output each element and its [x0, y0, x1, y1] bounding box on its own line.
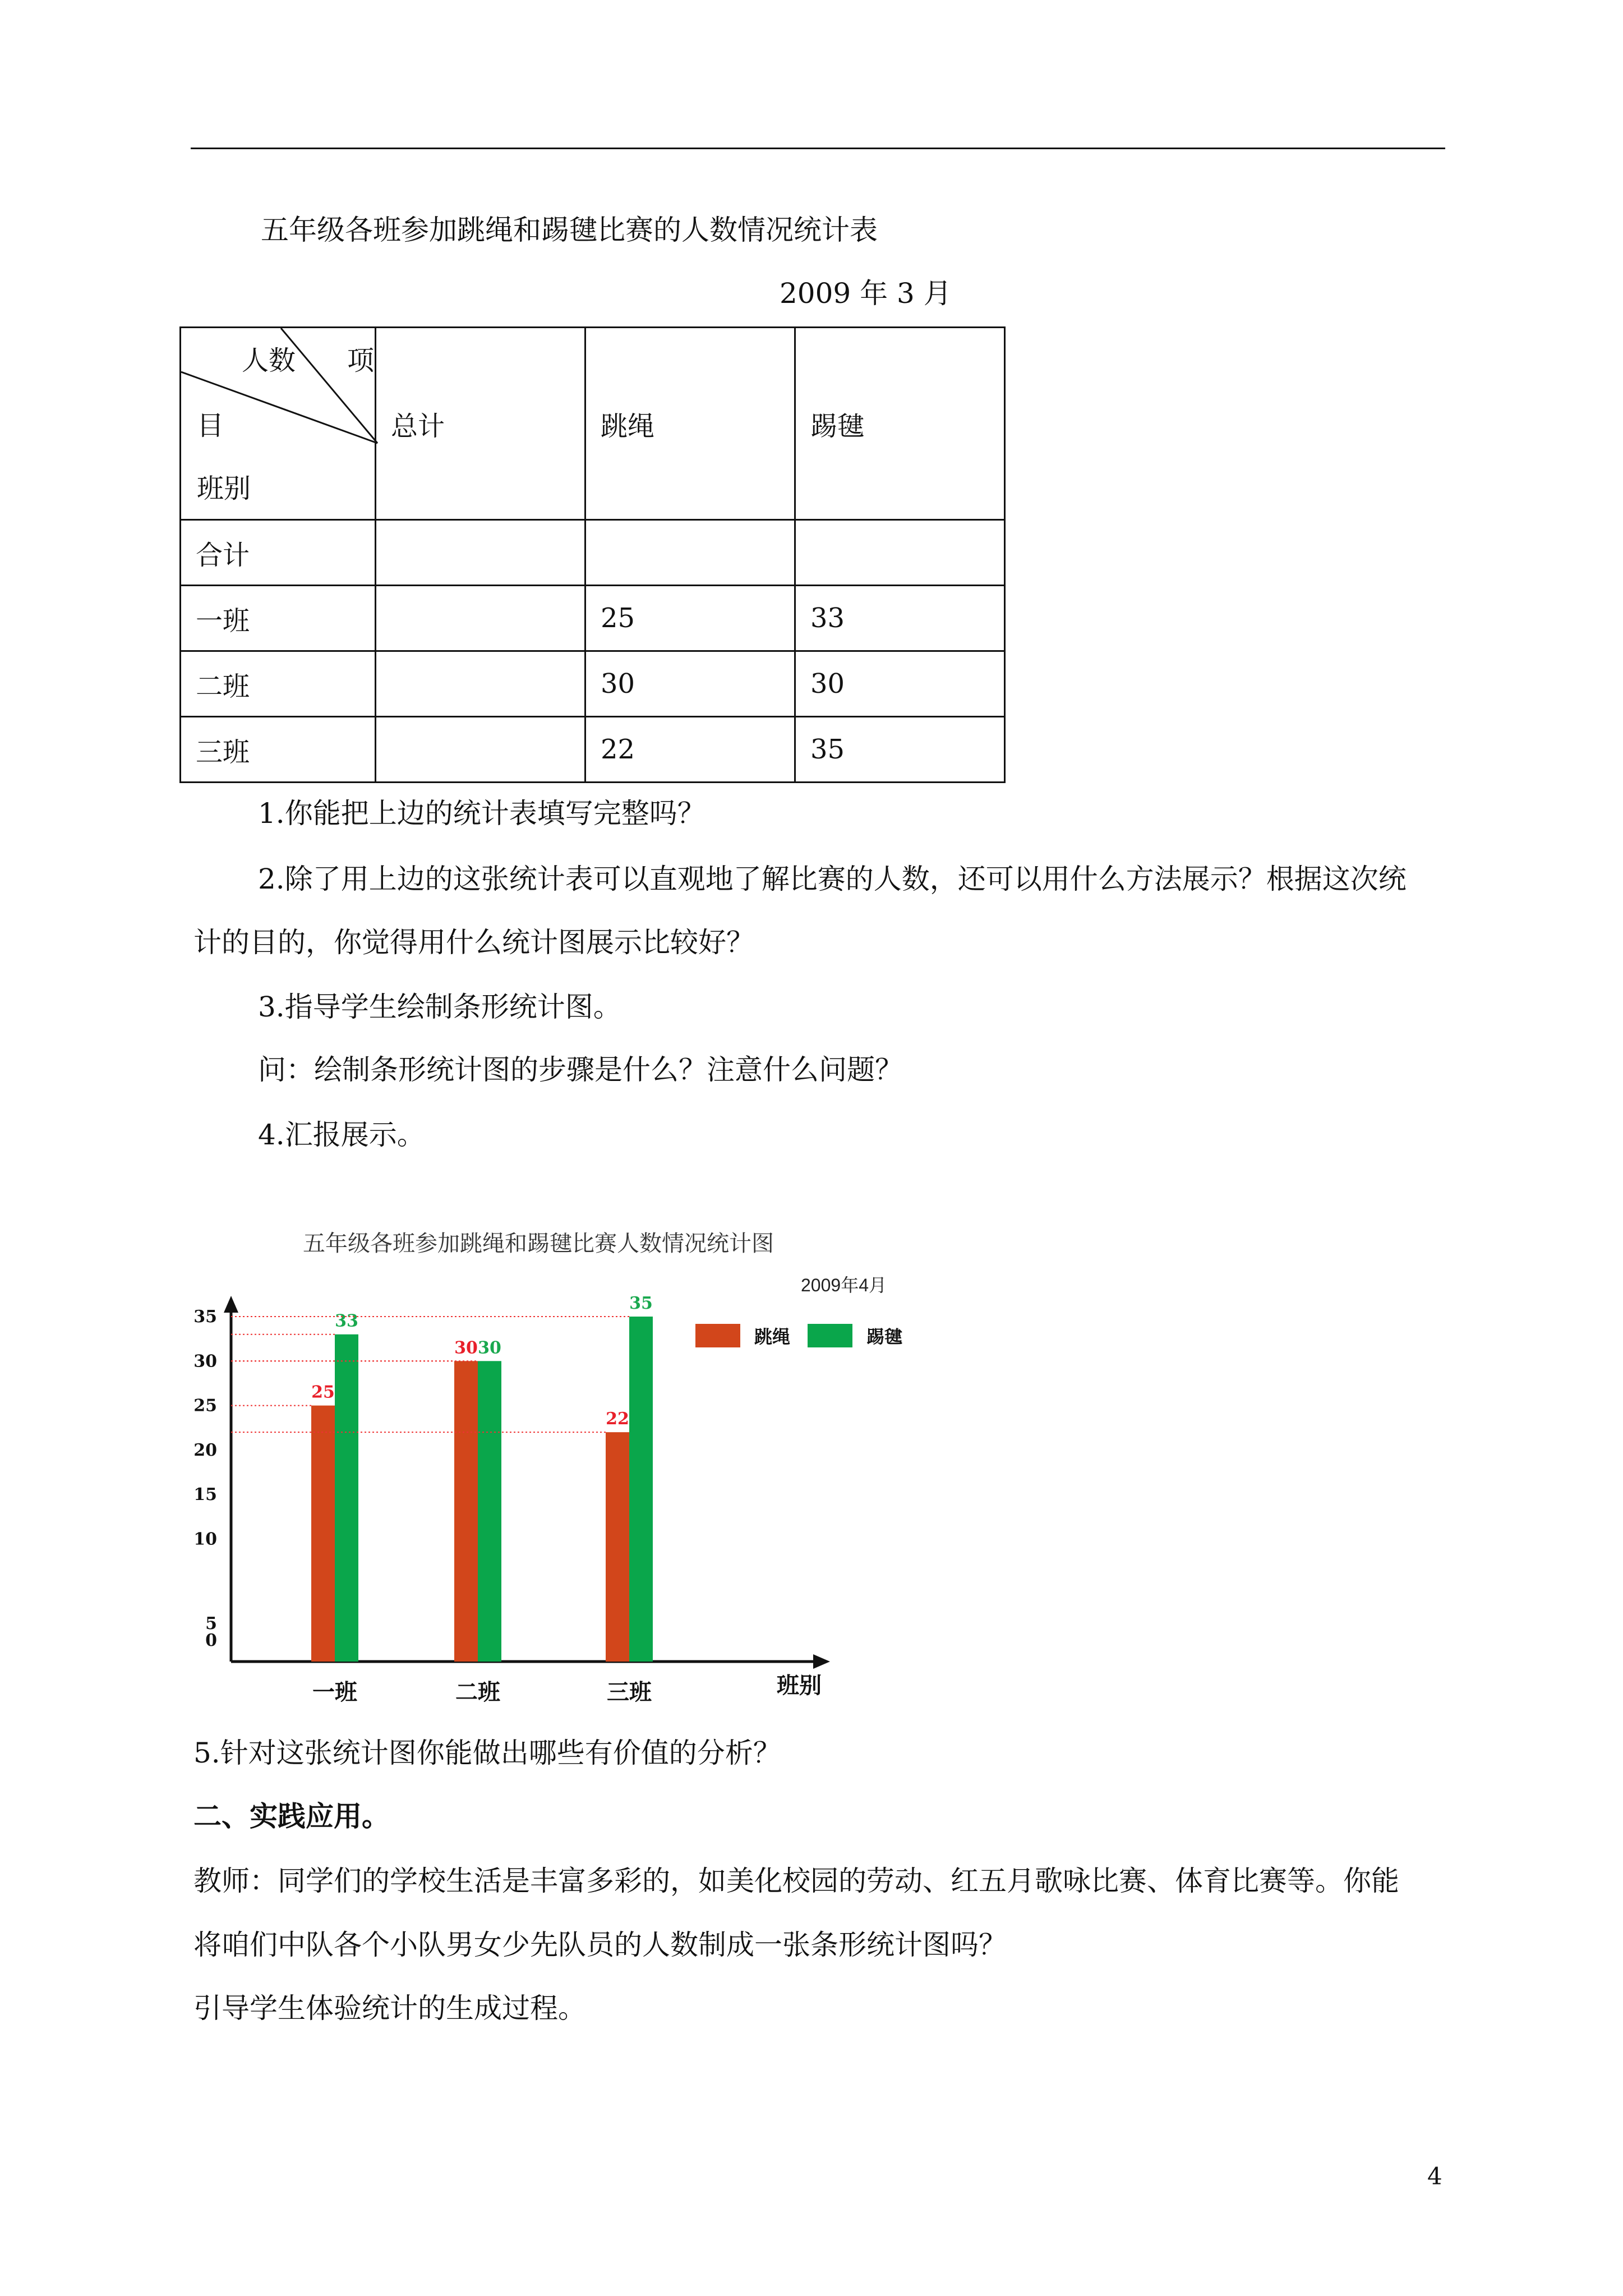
cell-total — [376, 520, 585, 586]
data-label: 30 — [454, 1338, 478, 1358]
diagonal-header-cell — [181, 328, 376, 520]
bar-chart — [168, 1223, 953, 1717]
table-row — [181, 717, 1005, 783]
table-date: 2009 年 3 月 — [780, 277, 952, 310]
y-tick-label: 35 — [193, 1307, 217, 1327]
cell-rope — [585, 520, 795, 586]
cell-total — [376, 717, 585, 783]
x-axis-label: 班别 — [777, 1673, 822, 1699]
header-item-cont: 目 — [197, 410, 224, 441]
col-header-total: 总计 — [376, 328, 585, 520]
cell-total — [376, 586, 585, 651]
cell-shuttle: 35 — [795, 717, 1005, 783]
section-heading: 二、实践应用。 — [193, 1800, 390, 1833]
col-header-rope: 跳绳 — [585, 328, 795, 520]
header-people: 人数 — [242, 345, 296, 376]
y-tick-label: 0 — [205, 1631, 217, 1650]
bar-shuttle — [478, 1361, 501, 1662]
practice-para2: 引导学生体验统计的生成过程。 — [193, 1992, 586, 2024]
row-label: 合计 — [181, 520, 376, 586]
bar-rope — [311, 1406, 335, 1662]
cell-rope: 30 — [585, 651, 795, 717]
y-tick-label: 5 — [205, 1614, 217, 1634]
page-number: 4 — [1427, 2162, 1442, 2190]
legend-swatch — [808, 1324, 852, 1347]
x-tick-label: 一班 — [312, 1680, 357, 1705]
legend-label: 跳绳 — [754, 1326, 791, 1347]
header-rule — [191, 148, 1445, 149]
table-row — [181, 586, 1005, 651]
cell-shuttle — [795, 520, 1005, 586]
practice-para-line2: 将咱们中队各个小队男女少先队员的人数制成一张条形统计图吗？ — [193, 1929, 1007, 1961]
question-4: 4.汇报展示。 — [258, 1119, 425, 1151]
header-class: 班别 — [197, 473, 251, 504]
question-3: 3.指导学生绘制条形统计图。 — [258, 991, 621, 1023]
x-axis-arrow — [813, 1654, 830, 1669]
table-row — [181, 520, 1005, 586]
cell-rope: 22 — [585, 717, 795, 783]
bar-rope — [606, 1432, 629, 1662]
header-item: 项 — [347, 345, 375, 376]
x-tick-label: 二班 — [455, 1680, 500, 1705]
legend-label: 踢毽 — [866, 1326, 903, 1347]
data-label: 33 — [335, 1311, 358, 1331]
question-5: 5.针对这张统计图你能做出哪些有价值的分析？ — [193, 1737, 781, 1769]
bar-shuttle — [629, 1317, 653, 1662]
chart-title: 五年级各班参加跳绳和踢毽比赛人数情况统计图 — [303, 1231, 774, 1256]
y-tick-label: 15 — [193, 1485, 217, 1505]
cell-total — [376, 651, 585, 717]
question-1: 1.你能把上边的统计表填写完整吗？ — [258, 797, 706, 830]
data-label: 35 — [629, 1294, 653, 1313]
table-header-row — [181, 328, 1005, 520]
row-label: 一班 — [181, 586, 376, 651]
y-tick-label: 30 — [193, 1351, 217, 1372]
y-axis-arrow — [224, 1296, 238, 1313]
bar-rope — [454, 1361, 478, 1662]
data-label: 22 — [606, 1409, 629, 1429]
col-header-shuttle: 踢毽 — [795, 328, 1005, 520]
row-label: 二班 — [181, 651, 376, 717]
bar-shuttle — [335, 1335, 358, 1662]
table-row — [181, 651, 1005, 717]
table-title: 五年级各班参加跳绳和踢毽比赛的人数情况统计表 — [261, 214, 878, 246]
y-tick-label: 25 — [193, 1396, 217, 1416]
data-label: 25 — [311, 1382, 335, 1402]
question-3-ask: 问：绘制条形统计图的步骤是什么？注意什么问题？ — [258, 1053, 903, 1086]
practice-para-line1: 教师：同学们的学校生活是丰富多彩的，如美化校园的劳动、红五月歌咏比赛、体育比赛等。你能 — [193, 1865, 1399, 1897]
chart-date: 2009年4月 — [801, 1275, 887, 1295]
data-label: 30 — [478, 1338, 501, 1358]
stats-table — [179, 326, 1006, 783]
question-2-line2: 计的目的，你觉得用什么统计图展示比较好？ — [193, 926, 754, 959]
legend-swatch — [695, 1324, 740, 1347]
cell-rope: 25 — [585, 586, 795, 651]
y-tick-label: 20 — [193, 1440, 217, 1460]
cell-shuttle: 33 — [795, 586, 1005, 651]
cell-shuttle: 30 — [795, 651, 1005, 717]
x-tick-label: 三班 — [607, 1680, 652, 1705]
y-tick-label: 10 — [193, 1529, 217, 1549]
row-label: 三班 — [181, 717, 376, 783]
question-2-line1: 2.除了用上边的这张统计表可以直观地了解比赛的人数，还可以用什么方法展示？根据这次统 — [258, 863, 1407, 895]
